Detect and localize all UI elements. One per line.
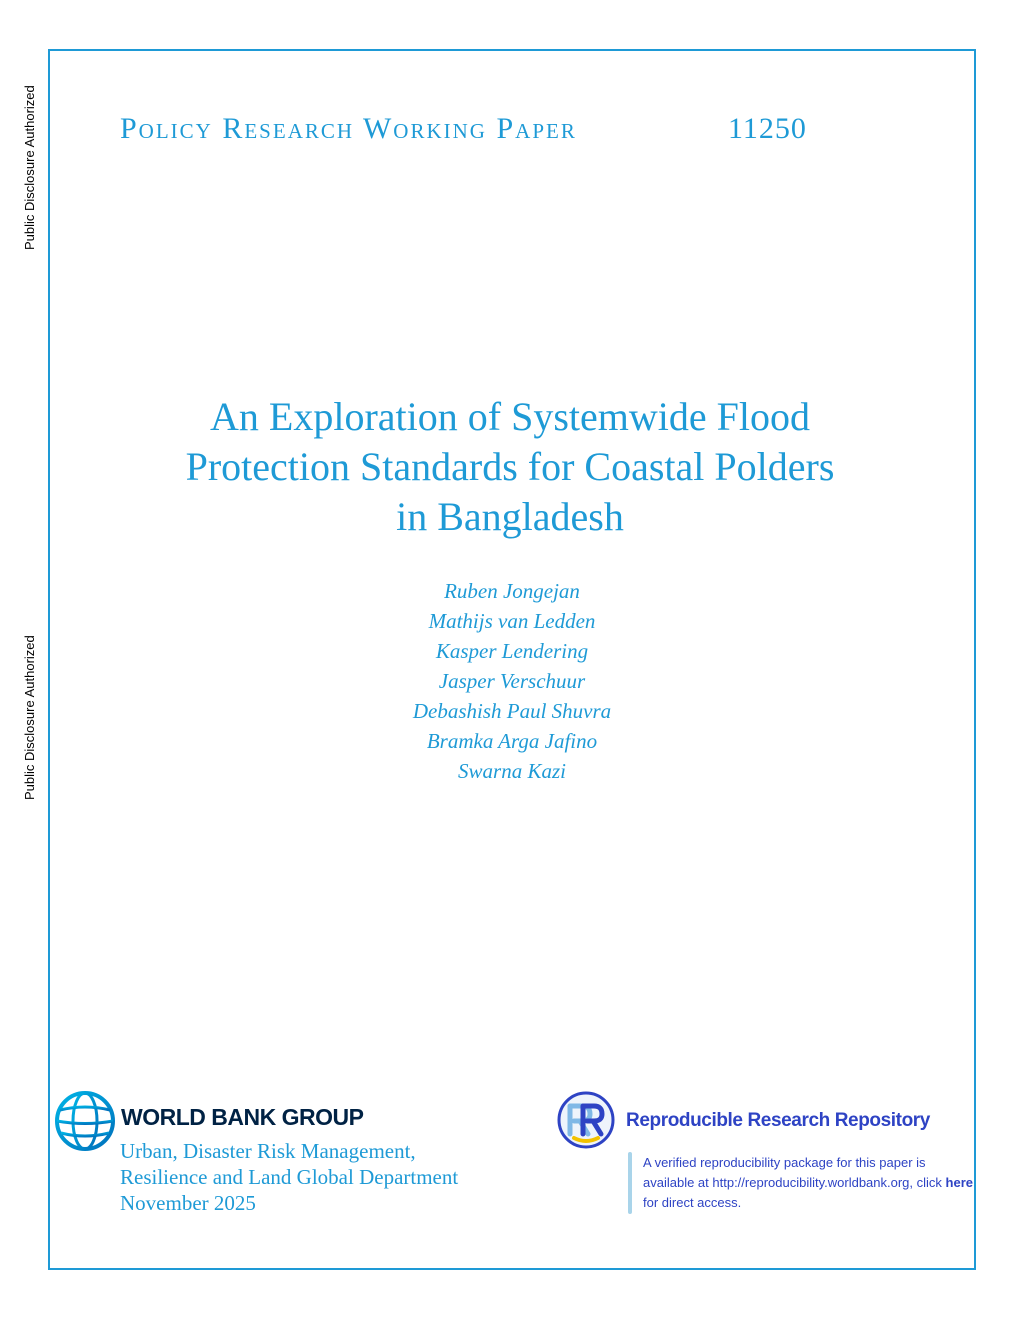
department-line: Urban, Disaster Risk Management,	[120, 1139, 416, 1163]
note-accent-bar	[628, 1152, 632, 1214]
disclosure-label-bottom: Public Disclosure Authorized	[22, 635, 37, 800]
author-name: Swarna Kazi	[458, 759, 566, 783]
author-list	[300, 576, 724, 786]
repository-name: Reproducible Research Repository	[626, 1110, 930, 1131]
repository-note	[643, 1153, 973, 1213]
disclosure-label-top: Public Disclosure Authorized	[22, 85, 37, 250]
world-bank-globe-icon	[54, 1090, 116, 1152]
title-line: Protection Standards for Coastal Polders	[185, 444, 835, 489]
author-name: Jasper Verschuur	[438, 669, 586, 693]
org-name: WORLD BANK GROUP	[121, 1104, 364, 1130]
author-name: Ruben Jongejan	[444, 579, 580, 603]
author-name: Kasper Lendering	[435, 639, 589, 663]
author-name: Bramka Arga Jafino	[426, 729, 598, 753]
here-link[interactable]: here	[945, 1175, 973, 1190]
paper-title	[130, 392, 890, 542]
title-line: An Exploration of Systemwide Flood	[210, 394, 810, 439]
department-line: Resilience and Land Global Department	[120, 1165, 459, 1189]
department-block	[120, 1138, 458, 1216]
author-name: Debashish Paul Shuvra	[412, 699, 612, 723]
note-text-end: for direct access.	[643, 1195, 742, 1210]
reproducible-research-icon	[556, 1090, 616, 1150]
author-name: Mathijs van Ledden	[428, 609, 596, 633]
note-text: A verified reproducibility package for this paper is available at http://reproducibility.worldbank.org, click	[643, 1155, 946, 1190]
series-title: Policy Research Working Paper	[120, 112, 577, 145]
paper-number: 11250	[728, 112, 807, 145]
title-line: in Bangladesh	[396, 494, 624, 539]
publication-date: November 2025	[120, 1191, 256, 1215]
